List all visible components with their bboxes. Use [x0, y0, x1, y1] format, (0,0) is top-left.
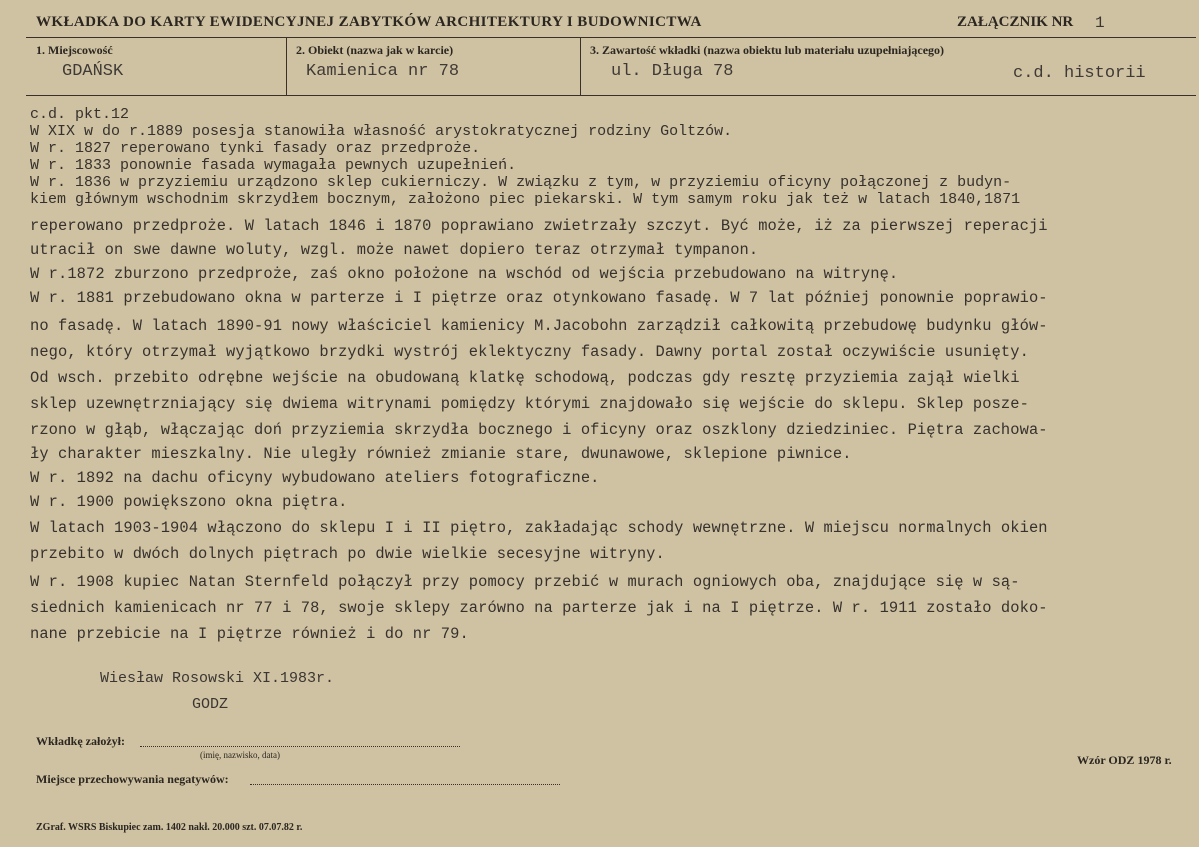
body-line: siednich kamienicach nr 77 i 78, swoje sklepy zarówno na parterze jak i na I piętrze. W r. 1911 zostało doko- — [30, 599, 1048, 617]
body-line: W r. 1892 na dachu oficyny wybudowano ateliers fotograficzne. — [30, 469, 600, 487]
field-divider-2 — [580, 37, 581, 95]
body-line: W r.1872 zburzono przedproże, zaś okno położone na wschód od wejścia przebudowano na witrynę. — [30, 265, 899, 283]
attachment-number: 1 — [1095, 14, 1105, 32]
fields-rule — [26, 95, 1196, 96]
body-line: W r. 1900 powiększono okna piętra. — [30, 493, 348, 511]
storage-line — [250, 784, 560, 785]
body-line: c.d. pkt.12 — [30, 106, 130, 123]
body-line: sklep uzewnętrzniający się dwiema witrynami pomiędzy którymi znajdowało się wejście do sklepu. Sklep posze- — [30, 395, 1029, 413]
content-value-2: c.d. historii — [1013, 64, 1146, 83]
prepared-by-label: Wkładkę założył: — [36, 734, 125, 748]
form-model: Wzór ODZ 1978 r. — [1077, 753, 1172, 767]
body-line: utracił on swe dawne woluty, wzgl. może nawet dopiero teraz otrzymał tympanon. — [30, 241, 759, 259]
body-line: ły charakter mieszkalny. Nie uległy również zmianie stare, dwunawowe, sklepione piwnice. — [30, 445, 852, 463]
body-line: nego, który otrzymał wyjątkowo brzydki wystrój eklektyczny fasady. Dawny portal został oczywiście usunięty. — [30, 343, 1029, 361]
body-line: przebito w dwóch dolnych piętrach po dwie wielkie secesyjne witryny. — [30, 545, 665, 563]
body-line: nane przebicie na I piętrze również i do nr 79. — [30, 625, 469, 643]
locality-label: 1. Miejscowość — [36, 43, 113, 57]
body-line: Od wsch. przebito odrębne wejście na obudowaną klatkę schodową, podczas gdy resztę przyziemia zajął wielki — [30, 369, 1020, 387]
content-value: ul. Długa 78 — [611, 62, 734, 81]
object-value: Kamienica nr 78 — [306, 62, 460, 81]
card-title: WKŁADKA DO KARTY EWIDENCYJNEJ ZABYTKÓW ARCHITEKTURY I BUDOWNICTWA — [36, 14, 702, 30]
author-signature: Wiesław Rosowski XI.1983r. — [100, 670, 335, 687]
body-line: W r. 1908 kupiec Natan Sternfeld połączył przy pomocy przebić w murach ogniowych oba, znajdujące się w są- — [30, 573, 1020, 591]
locality-value: GDAŃSK — [62, 62, 124, 81]
body-line: no fasadę. W latach 1890-91 nowy właściciel kamienicy M.Jacobohn zarządził całkowitą przebudowę budynku głów- — [30, 317, 1048, 335]
header-rule — [26, 37, 1196, 38]
body-line: rzono w głąb, włączając doń przyziemia skrzydła bocznego i oficyny oraz oszklony dziedziniec. Piętra zachowa- — [30, 421, 1048, 439]
body-line: W r. 1833 ponownie fasada wymagała pewnych uzupełnień. — [30, 157, 517, 174]
body-line: W r. 1836 w przyziemiu urządzono sklep cukierniczy. W związku z tym, w przyziemiu oficyny połączonej z budyn- — [30, 174, 1012, 191]
content-label: 3. Zawartość wkładki (nazwa obiektu lub materiału uzupełniającego) — [590, 43, 945, 57]
attachment-label: ZAŁĄCZNIK NR — [957, 14, 1074, 30]
body-line: W r. 1827 reperowano tynki fasady oraz przedproże. — [30, 140, 481, 157]
object-label: 2. Obiekt (nazwa jak w karcie) — [296, 43, 454, 57]
body-line: W r. 1881 przebudowano okna w parterze i I piętrze oraz otynkowano fasadę. W 7 lat później ponownie poprawio- — [30, 289, 1048, 307]
storage-label: Miejsce przechowywania negatywów: — [36, 772, 229, 786]
author-organization: GODZ — [192, 696, 229, 713]
prepared-by-hint: (imię, nazwisko, data) — [200, 750, 280, 760]
body-line: W XIX w do r.1889 posesja stanowiła własność arystokratycznej rodziny Goltzów. — [30, 123, 733, 140]
field-divider-1 — [286, 37, 287, 95]
prepared-by-line — [140, 746, 460, 747]
body-line: W latach 1903-1904 włączono do sklepu I i II piętro, zakładając schody wewnętrzne. W miejscu normalnych okien — [30, 519, 1048, 537]
printer-imprint: ZGraf. WSRS Biskupiec zam. 1402 nakł. 20.000 szt. 07.07.82 r. — [36, 822, 303, 833]
body-line: kiem głównym wschodnim skrzydłem bocznym, założono piec piekarski. W tym samym roku jak też w latach 1840,1871 — [30, 191, 1021, 208]
body-line: reperowano przedproże. W latach 1846 i 1870 poprawiano zwietrzały szczyt. Być może, iż za pierwszej reperacji — [30, 217, 1048, 235]
